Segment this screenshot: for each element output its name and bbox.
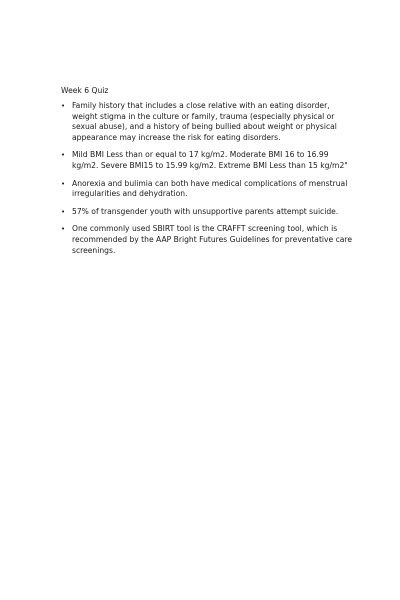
bullet-list — [61, 101, 357, 263]
bullet-dot-icon: • — [61, 151, 66, 160]
bullet-item-4 — [61, 207, 357, 218]
bullet-dot-icon: • — [61, 225, 66, 234]
bullet-text: 57% of transgender youth with unsupportive parents attempt suicide. — [72, 206, 339, 216]
bullet-item-3 — [61, 179, 357, 200]
quiz-title: Week 6 Quiz — [61, 86, 109, 95]
bullet-text: One commonly used SBIRT tool is the CRAFFT screening tool, which is recommended by the AAP Bright Futures Guidelines for preventative care screenings. — [72, 224, 353, 255]
bullet-text: Anorexia and bulimia can both have medical complications of menstrual irregularities and dehydration. — [72, 178, 348, 199]
bullet-item-5 — [61, 224, 357, 256]
bullet-item-1 — [61, 101, 357, 143]
bullet-item-2 — [61, 150, 357, 171]
bullet-text: Mild BMI Less than or equal to 17 kg/m2. Moderate BMI 16 to 16.99 kg/m2. Severe BMI15 to 15.99 kg/m2. Extreme BMI Less than 15 kg/m2" — [72, 150, 348, 170]
bullet-dot-icon: • — [61, 102, 66, 110]
bullet-dot-icon: • — [61, 207, 66, 216]
bullet-dot-icon: • — [61, 179, 66, 188]
bullet-text: Family history that includes a close relative with an eating disorder, weight stigma in the culture or family, trauma (especially physical or sexual abuse), and a history of being bullied about weight or physical appearance may increase the risk for eating disorders. — [72, 101, 337, 142]
